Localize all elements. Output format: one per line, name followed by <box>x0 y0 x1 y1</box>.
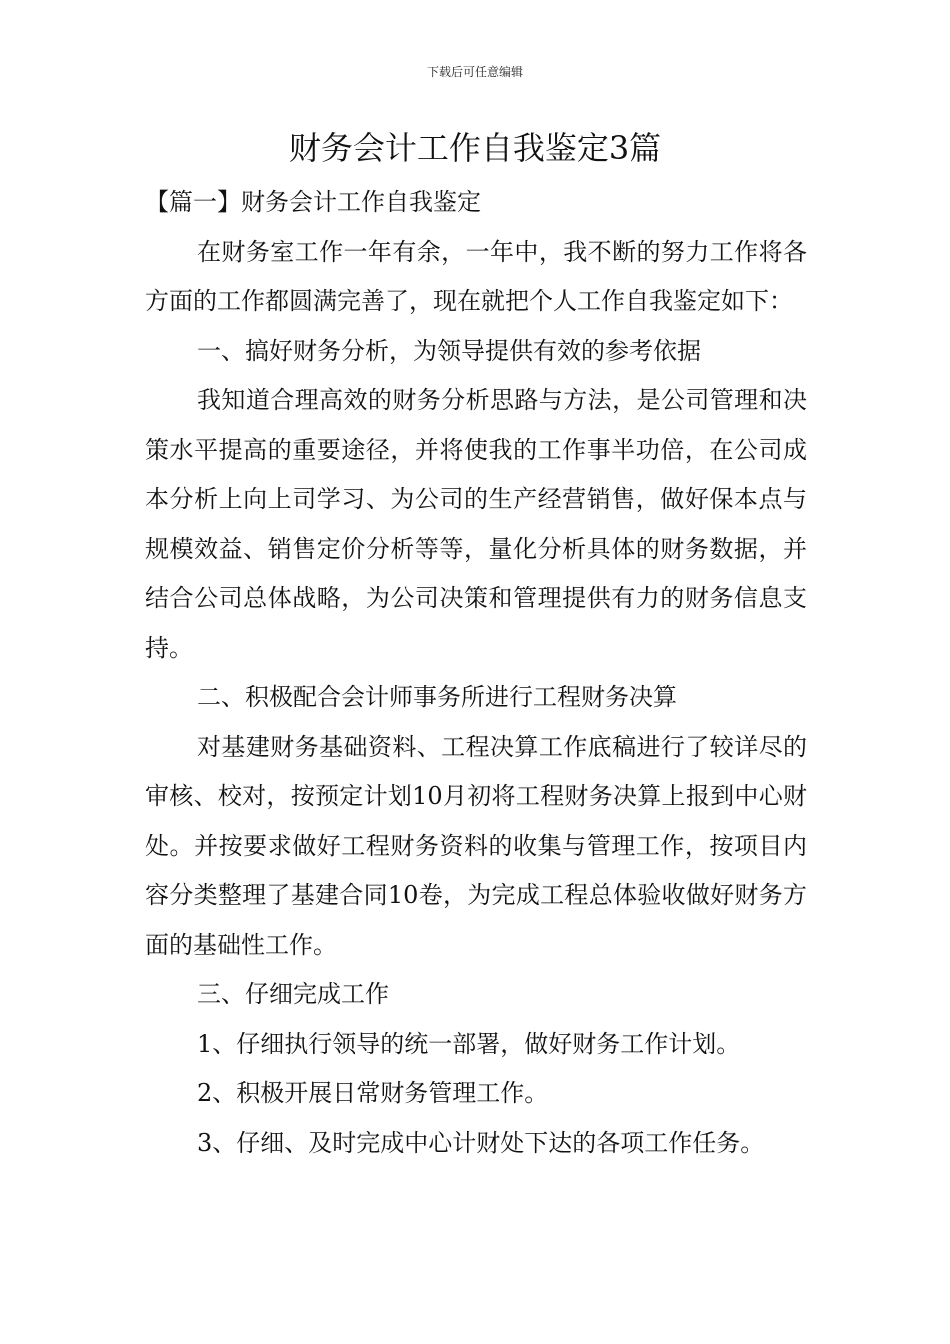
subheading-2: 二、积极配合会计师事务所进行工程财务决算 <box>197 683 677 711</box>
paragraph-intro: 在财务室工作一年有余，一年中，我不断的努力工作将各方面的工作都圆满完善了，现在就把个人工作自我鉴定如下： <box>145 237 807 315</box>
paragraph-project-settlement: 对基建财务基础资料、工程决算工作底稿进行了较详尽的审核、校对，按预定计划10月初将工程财务决算上报到中心财处。并按要求做好工程财务资料的收集与管理工作，按项目内容分类整理了基建合同10卷，为完成工程总体验收做好财务方面的基础性工作。 <box>145 732 807 959</box>
list-item-3: 3、仔细、及时完成中心计财处下达的各项工作任务。 <box>197 1128 765 1157</box>
document-title: 财务会计工作自我鉴定3篇 <box>288 129 662 167</box>
header-note: 下载后可任意编辑 <box>426 65 523 79</box>
document-body <box>145 178 807 1168</box>
subheading-3: 三、仔细完成工作 <box>197 980 389 1008</box>
subheading-1: 一、搞好财务分析，为领导提供有效的参考依据 <box>197 336 701 365</box>
section-heading: 【篇一】财务会计工作自我鉴定 <box>145 188 481 216</box>
list-item-1: 1、仔细执行领导的统一部署，做好财务工作计划。 <box>197 1029 741 1058</box>
paragraph-financial-analysis: 我知道合理高效的财务分析思路与方法，是公司管理和决策水平提高的重要途径，并将使我的工作事半功倍，在公司成本分析上向上司学习、为公司的生产经营销售，做好保本点与规模效益、销售定价分析等等，量化分析具体的财务数据，并结合公司总体战略，为公司决策和管理提供有力的财务信息支持。 <box>145 386 807 662</box>
list-item-2: 2、积极开展日常财务管理工作。 <box>197 1079 549 1107</box>
